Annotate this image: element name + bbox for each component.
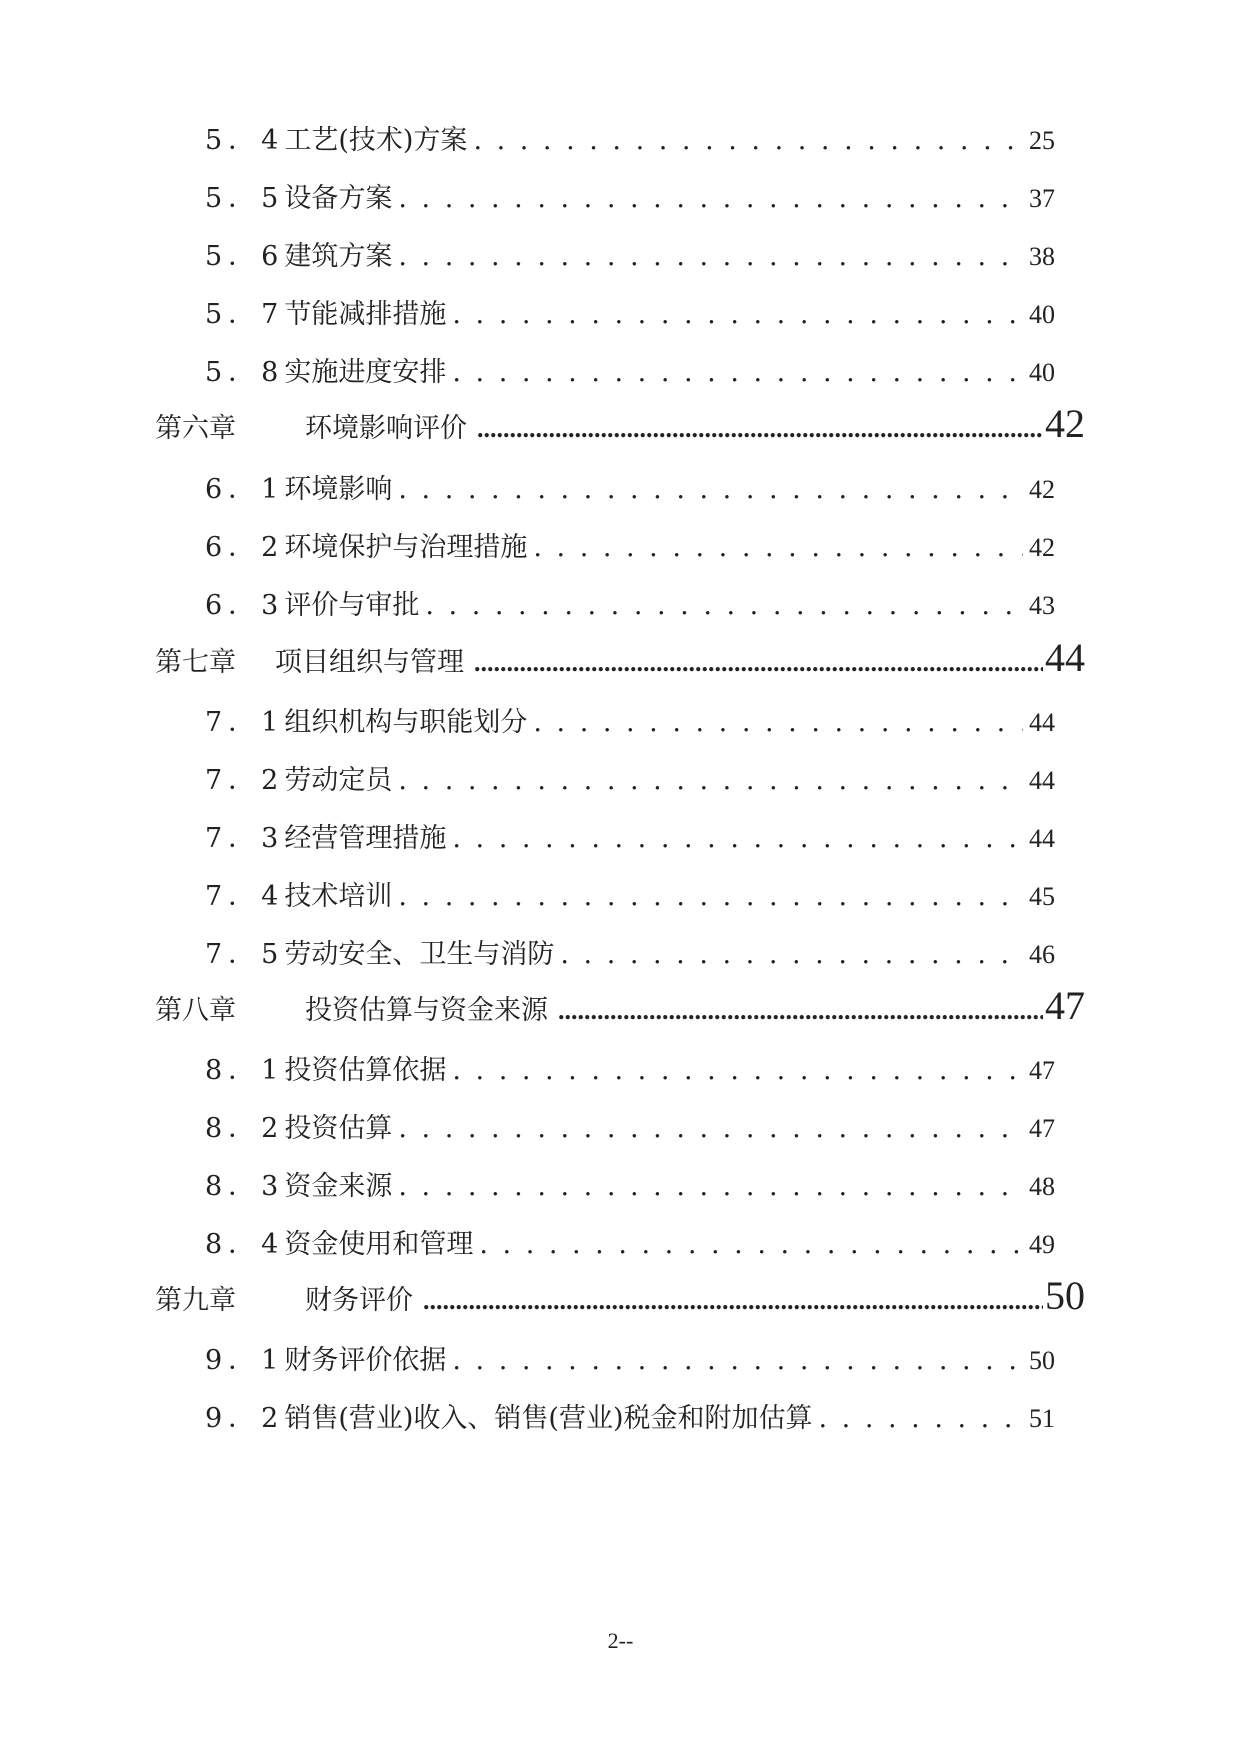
- toc-number: 7．2: [205, 765, 285, 796]
- dot-leader: [452, 1345, 1023, 1376]
- toc-page-number: 51: [1029, 1404, 1055, 1433]
- dot-leader: [425, 590, 1023, 621]
- toc-number: 7．1: [205, 707, 285, 738]
- toc-number: 7．4: [205, 881, 285, 912]
- toc-chapter[interactable]: [155, 1272, 1085, 1319]
- toc-title: 评价与审批: [284, 590, 420, 621]
- dot-leader: [452, 1055, 1023, 1086]
- toc-entry[interactable]: [205, 350, 1055, 389]
- toc-page-number: 48: [1029, 1172, 1055, 1201]
- dot-leader: [558, 996, 1043, 1026]
- toc-entry[interactable]: [205, 583, 1055, 622]
- toc-title: 资金使用和管理: [284, 1229, 474, 1260]
- toc-title: 建筑方案: [284, 241, 393, 272]
- toc-entry[interactable]: [205, 234, 1055, 273]
- chapter-title: 项目组织与管理: [275, 647, 464, 678]
- toc-entry[interactable]: [205, 816, 1055, 855]
- toc-page-number: 38: [1029, 242, 1055, 271]
- toc-page-number: 49: [1029, 1230, 1055, 1259]
- toc-page-number: 37: [1029, 184, 1055, 213]
- toc-title: 工艺(技术)方案: [284, 125, 468, 156]
- toc-number: 9．1: [205, 1345, 285, 1376]
- toc-entry[interactable]: [205, 1164, 1055, 1203]
- page-footer: 2--: [607, 1628, 634, 1653]
- dot-leader: [398, 474, 1023, 505]
- chapter-number: 第六章: [155, 413, 236, 444]
- dot-leader: [398, 1113, 1023, 1144]
- dot-leader: [398, 183, 1023, 214]
- toc-title: 劳动定员: [284, 765, 393, 796]
- toc-page-number: 45: [1029, 882, 1055, 911]
- toc-page-number: 43: [1029, 591, 1055, 620]
- dot-leader: [398, 241, 1023, 272]
- toc-page-number: 42: [1029, 533, 1055, 562]
- toc-number: 9．2: [205, 1403, 285, 1434]
- toc-title: 投资估算: [284, 1113, 393, 1144]
- dot-leader: [398, 881, 1023, 912]
- dot-leader: [452, 357, 1023, 388]
- toc-page-number: 47: [1029, 1056, 1055, 1085]
- dot-leader: [452, 823, 1023, 854]
- toc-number: 7．5: [205, 939, 285, 970]
- chapter-title: 投资估算与资金来源: [305, 995, 548, 1026]
- chapter-page-number: 44: [1045, 635, 1085, 680]
- dot-leader: [398, 1171, 1023, 1202]
- toc-title: 投资估算依据: [284, 1055, 447, 1086]
- toc-page-number: 42: [1029, 475, 1055, 504]
- toc-number: 8．1: [205, 1055, 285, 1086]
- dot-leader: [452, 299, 1023, 330]
- toc-title: 实施进度安排: [284, 357, 447, 388]
- toc-title: 组织机构与职能划分: [284, 707, 528, 738]
- toc-title: 节能减排措施: [284, 299, 447, 330]
- toc-entry[interactable]: [205, 176, 1055, 215]
- dot-leader: [473, 125, 1023, 156]
- toc-number: 5．8: [205, 357, 285, 388]
- toc-number: 8．2: [205, 1113, 285, 1144]
- toc-entry[interactable]: [205, 1222, 1055, 1261]
- toc-entry[interactable]: [205, 467, 1055, 506]
- toc-number: 7．3: [205, 823, 285, 854]
- toc-page-number: 25: [1029, 126, 1055, 155]
- toc-chapter[interactable]: [155, 982, 1085, 1029]
- chapter-page-number: 50: [1045, 1273, 1085, 1318]
- toc-title: 经营管理措施: [284, 823, 447, 854]
- toc-page-number: 44: [1029, 766, 1055, 795]
- toc-title: 劳动安全、卫生与消防: [284, 939, 555, 970]
- toc-number: 5．4: [205, 125, 285, 156]
- toc-title: 销售(营业)收入、销售(营业)税金和附加估算: [284, 1403, 813, 1434]
- toc-entry[interactable]: [205, 1048, 1055, 1087]
- toc-page-number: 50: [1029, 1346, 1055, 1375]
- dot-leader: [423, 1286, 1043, 1316]
- toc-title: 环境影响: [284, 474, 393, 505]
- toc-title: 财务评价依据: [284, 1345, 447, 1376]
- toc-entry[interactable]: [205, 1106, 1055, 1145]
- dot-leader: [477, 414, 1043, 444]
- toc-number: 5．7: [205, 299, 285, 330]
- toc-title: 资金来源: [284, 1171, 393, 1202]
- toc-number: 8．3: [205, 1171, 285, 1202]
- toc-page-number: 40: [1029, 300, 1055, 329]
- toc-number: 6．2: [205, 532, 285, 563]
- toc-number: 8．4: [205, 1229, 285, 1260]
- toc-entry[interactable]: [205, 1338, 1055, 1377]
- dot-leader: [819, 1403, 1024, 1434]
- toc-page-number: 46: [1029, 940, 1055, 969]
- chapter-title: 环境影响评价: [305, 413, 467, 444]
- dot-leader: [474, 648, 1043, 678]
- dot-leader: [479, 1229, 1023, 1260]
- toc-entry[interactable]: [205, 525, 1055, 564]
- toc-page-number: 40: [1029, 358, 1055, 387]
- dot-leader: [398, 765, 1023, 796]
- dot-leader: [533, 532, 1023, 563]
- toc-entry[interactable]: [205, 758, 1055, 797]
- toc-chapter[interactable]: [155, 634, 1085, 681]
- toc-page-number: 44: [1029, 824, 1055, 853]
- toc-entry[interactable]: [205, 118, 1055, 157]
- toc-title: 设备方案: [284, 183, 393, 214]
- toc-chapter[interactable]: [155, 400, 1085, 447]
- toc-entry[interactable]: [205, 874, 1055, 913]
- toc-number: 5．6: [205, 241, 285, 272]
- toc-title: 环境保护与治理措施: [284, 532, 528, 563]
- toc-number: 6．3: [205, 590, 285, 621]
- toc-entry[interactable]: [205, 292, 1055, 331]
- chapter-title: 财务评价: [305, 1285, 413, 1316]
- toc-entry[interactable]: [205, 700, 1055, 739]
- toc-number: 6．1: [205, 474, 285, 505]
- dot-leader: [560, 939, 1023, 970]
- toc-entry[interactable]: [205, 932, 1055, 971]
- chapter-page-number: 42: [1045, 401, 1085, 446]
- toc-number: 5．5: [205, 183, 285, 214]
- toc-page-number: 47: [1029, 1114, 1055, 1143]
- chapter-number: 第八章: [155, 995, 236, 1026]
- chapter-page-number: 47: [1045, 983, 1085, 1028]
- toc-page-number: 44: [1029, 708, 1055, 737]
- chapter-number: 第七章: [155, 647, 236, 678]
- toc-entry[interactable]: [205, 1396, 1055, 1435]
- toc-title: 技术培训: [284, 881, 393, 912]
- chapter-number: 第九章: [155, 1285, 236, 1316]
- dot-leader: [533, 707, 1023, 738]
